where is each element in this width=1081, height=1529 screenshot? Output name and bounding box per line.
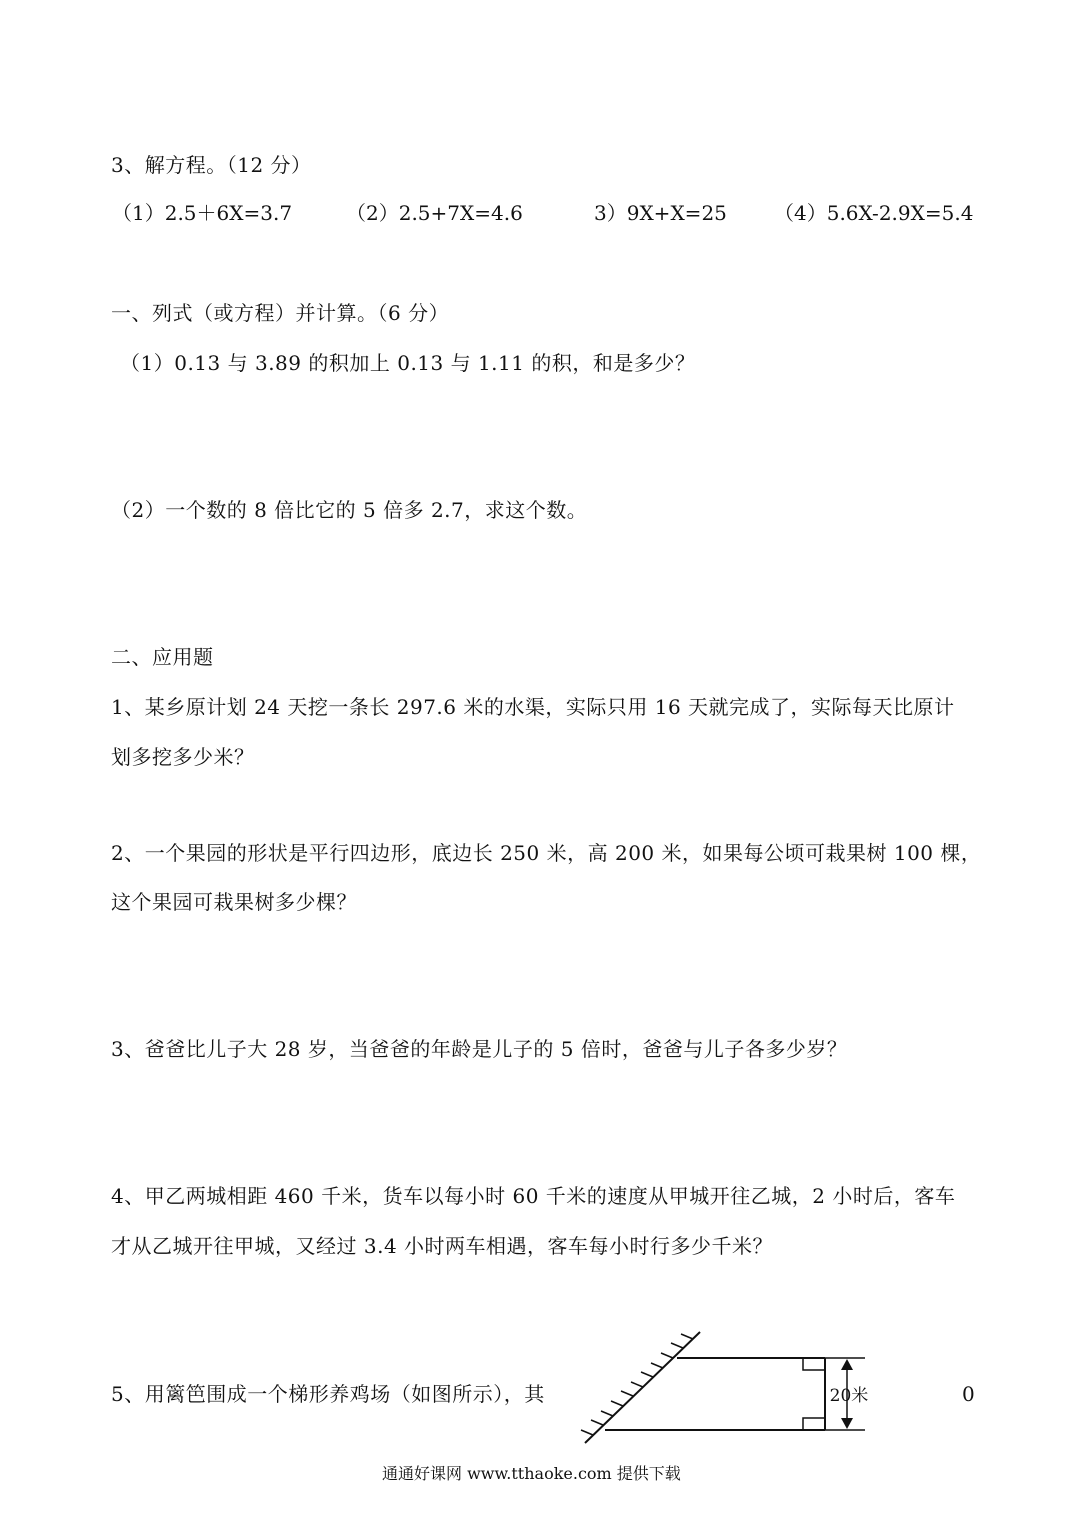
problem-5-cut-text: 0	[962, 1382, 976, 1406]
trapezoid-chicken-farm-figure	[575, 1328, 895, 1446]
problem-4-line-2: 才从乙城开往甲城，又经过 3.4 小时两车相遇，客车每小时行多少千米？	[111, 1234, 774, 1258]
part1-heading: 一、列式（或方程）并计算。（6 分）	[111, 301, 450, 325]
footer-credit: 通通好课网 www.tthaoke.com 提供下载	[382, 1464, 681, 1483]
equation-4: （4）5.6X-2.9X=5.4	[774, 201, 974, 225]
part1-question-1: （1）0.13 与 3.89 的积加上 0.13 与 1.11 的积，和是多少？	[120, 351, 696, 375]
equation-1: （1）2.5＋6X=3.7	[112, 201, 293, 225]
equation-3: 3）9X+X=25	[594, 201, 727, 225]
problem-1-line-1: 1、某乡原计划 24 天挖一条长 297.6 米的水渠，实际只用 16 天就完成了，实际每天比原计	[111, 695, 955, 719]
height-label: 20米	[829, 1386, 869, 1406]
problem-1-line-2: 划多挖多少米？	[111, 745, 255, 769]
problem-3: 3、爸爸比儿子大 28 岁，当爸爸的年龄是儿子的 5 倍时，爸爸与儿子各多少岁？	[111, 1037, 848, 1061]
part2-heading: 二、应用题	[111, 645, 214, 669]
section3-heading: 3、解方程。（12 分）	[111, 153, 312, 177]
equation-2: （2）2.5+7X=4.6	[346, 201, 523, 225]
problem-2-line-2: 这个果园可栽果树多少棵？	[111, 890, 357, 914]
problem-4-line-1: 4、甲乙两城相距 460 千米，货车以每小时 60 千米的速度从甲城开往乙城，2 小时后，客车	[111, 1184, 956, 1208]
problem-2-line-1: 2、一个果园的形状是平行四边形，底边长 250 米，高 200 米，如果每公顷可栽果树 100 棵，	[111, 841, 982, 865]
part1-question-2: （2）一个数的 8 倍比它的 5 倍多 2.7，求这个数。	[111, 498, 588, 522]
problem-5-text: 5、用篱笆围成一个梯形养鸡场（如图所示），其	[111, 1382, 545, 1406]
